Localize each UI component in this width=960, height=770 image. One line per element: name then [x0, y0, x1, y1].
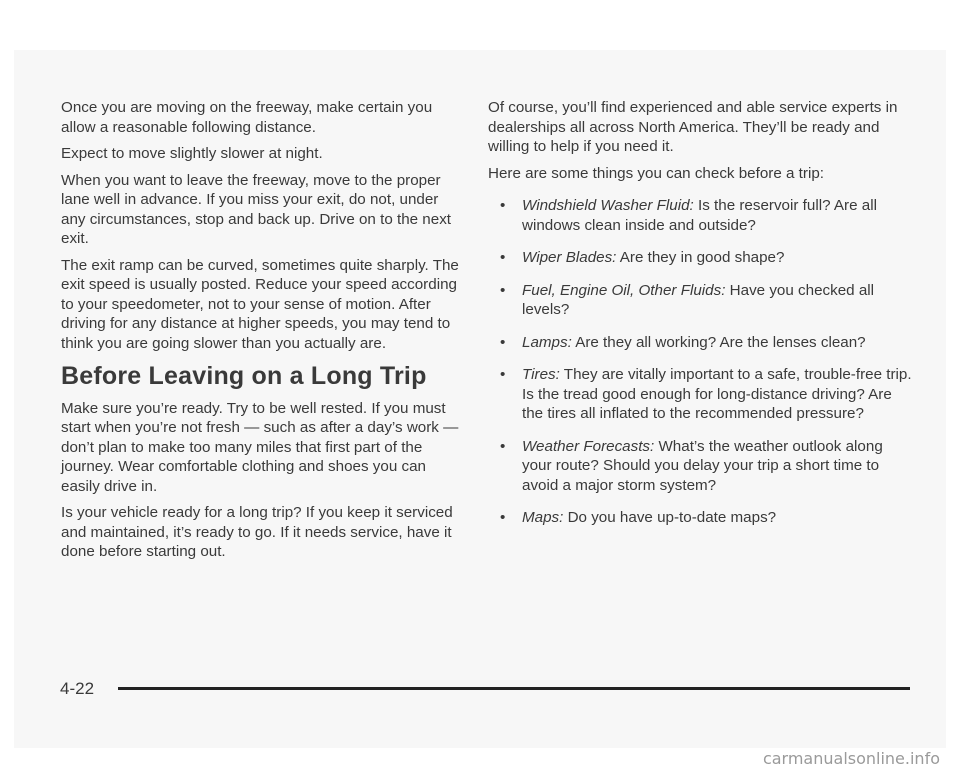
- list-item: [488, 248, 912, 268]
- item-text: Are they all working? Are the lenses clean?: [571, 333, 866, 351]
- paragraph: Of course, you’ll find experienced and able service experts in dealerships all across North America. They’ll be ready and willing to help if you need it.: [488, 99, 898, 155]
- item-term: Weather Forecasts:: [522, 437, 655, 455]
- paragraph: Make sure you’re ready. Try to be well rested. If you must start when you’re not fresh — such as after a day’s work — don’t plan to make too many miles that first part of the journey. Wear comfortable clothing and shoes you can easily drive in.: [61, 399, 459, 495]
- paragraph: Expect to move slightly slower at night.: [61, 145, 323, 162]
- bullet-icon: •: [500, 249, 506, 266]
- item-term: Tires:: [522, 366, 560, 383]
- bullet-icon: •: [500, 509, 506, 526]
- bullet-icon: •: [500, 437, 506, 455]
- trip-checklist: [488, 196, 912, 528]
- footer-rule: [118, 687, 910, 690]
- list-item: [488, 333, 912, 353]
- checklist-lead: Here are some things you can check before a trip:: [488, 164, 824, 182]
- page-number: 4-22: [60, 679, 95, 698]
- paragraph: The exit ramp can be curved, sometimes quite sharply. The exit speed is usually posted. Reduce your speed according to your speedometer, not to your sense of motion. After driving for any distance at higher speeds, you may tend to think you are going slower than you actually are.: [61, 256, 459, 352]
- item-text: Is the reservoir full? Are all windows clean inside and outside?: [522, 197, 877, 234]
- item-text: Have you checked all levels?: [522, 281, 875, 318]
- item-text: Are they in good shape?: [616, 249, 785, 266]
- paragraph: Is your vehicle ready for a long trip? If you keep it serviced and maintained, it’s ready to go. If it needs service, have it done before starting out.: [61, 504, 453, 560]
- item-text: What’s the weather outlook along your route? Should you delay your trip a short time to avoid a major storm system?: [522, 437, 883, 494]
- section-heading: Before Leaving on a Long Trip: [61, 362, 427, 390]
- list-item: [488, 365, 912, 424]
- item-term: Wiper Blades:: [522, 249, 617, 266]
- list-item: [488, 196, 912, 235]
- list-item: [488, 508, 912, 528]
- bullet-icon: •: [500, 366, 506, 383]
- item-text: They are vitally important to a safe, trouble-free trip. Is the tread good enough for long-distance driving? Are the tires all inflated to the recommended pressure?: [522, 366, 912, 422]
- item-term: Windshield Washer Fluid:: [522, 197, 694, 214]
- item-term: Fuel, Engine Oil, Other Fluids:: [522, 281, 726, 299]
- item-term: Lamps:: [522, 333, 572, 351]
- right-column: [488, 98, 912, 541]
- bullet-icon: •: [500, 333, 506, 351]
- left-column: [61, 98, 463, 569]
- watermark: carmanualsonline.info: [762, 749, 940, 768]
- list-item: [488, 281, 912, 320]
- bullet-icon: •: [500, 281, 506, 299]
- paragraph: When you want to leave the freeway, move to the proper lane well in advance. If you miss your exit, do not, under any circumstances, stop and back up. Drive on to the next exit.: [61, 171, 452, 247]
- bullet-icon: •: [500, 197, 506, 214]
- item-term: Maps:: [522, 509, 564, 526]
- list-item: [488, 437, 912, 496]
- paragraph: Once you are moving on the freeway, make certain you allow a reasonable following distance.: [61, 99, 433, 136]
- item-text: Do you have up-to-date maps?: [563, 509, 777, 526]
